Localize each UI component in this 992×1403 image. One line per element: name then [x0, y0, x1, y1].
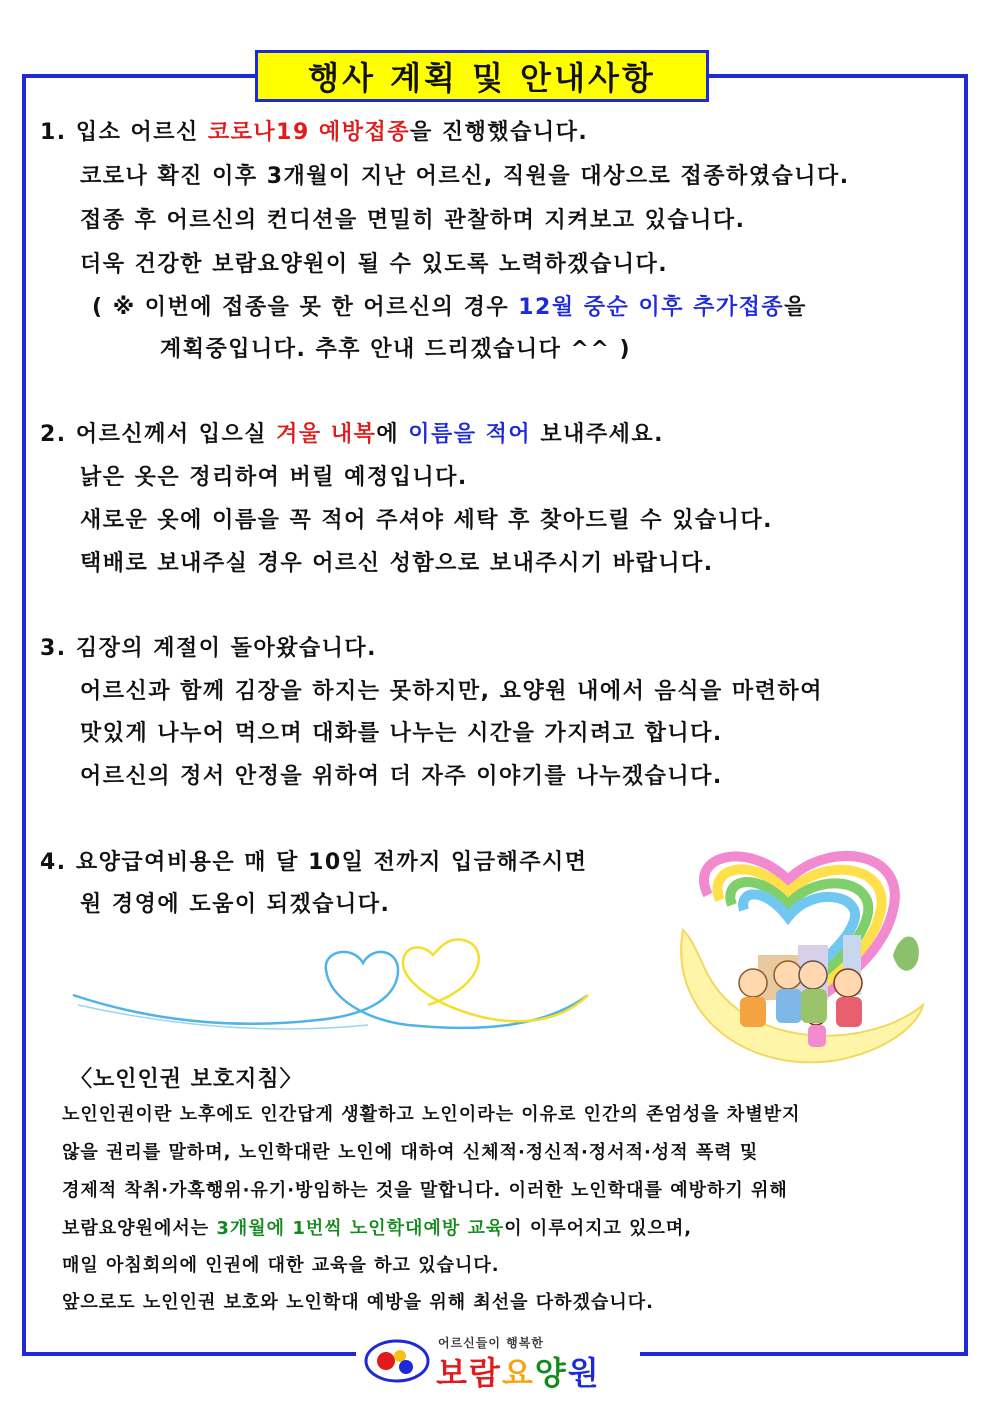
- text: 을: [784, 295, 807, 320]
- logo-char-4: 양: [534, 1354, 568, 1392]
- text: 이 이루어지고 있으며,: [504, 1218, 693, 1239]
- section1-line4: 더욱 건강한 보람요양원이 될 수 있도록 노력하겠습니다.: [80, 252, 669, 277]
- text: 1. 입소 어르신: [40, 120, 208, 145]
- logo-emblem-icon: [364, 1338, 430, 1384]
- logo-subtitle: 어르신들이 행복한: [438, 1336, 544, 1350]
- logo-char-1: 보: [436, 1354, 469, 1392]
- guide-paragraph-line2: 않을 권리를 말하며, 노인학대란 노인에 대하여 신체적·정신적·정서적·성적 폭력 및: [62, 1142, 759, 1163]
- guide-paragraph-line3: 경제적 착취·가혹행위·유기·방임하는 것을 말합니다. 이러한 노인학대를 예방하기 위해: [62, 1180, 788, 1201]
- logo-char-5: 원: [567, 1354, 601, 1392]
- section3-line3: 맛있게 나누어 먹으며 대화를 나누는 시간을 가지려고 합니다.: [80, 721, 723, 746]
- guide-title: 〈노인인권 보호지침〉: [70, 1067, 303, 1092]
- logo-name: [436, 1348, 601, 1394]
- section1-line2: 코로나 확진 이후 3개월이 지난 어르신, 직원을 대상으로 접종하였습니다.: [80, 164, 850, 189]
- guide-paragraph-line5: 매일 아침회의에 인권에 대한 교육을 하고 있습니다.: [62, 1255, 500, 1276]
- guide-paragraph-line6: 앞으로도 노인인권 보호와 노인학대 예방을 위해 최선을 다하겠습니다.: [62, 1292, 654, 1313]
- highlight-name: 이름을 적어: [408, 422, 532, 447]
- highlight-underwear: 겨울 내복: [276, 422, 377, 447]
- section1-line3: 접종 후 어르신의 컨디션을 면밀히 관찰하며 지켜보고 있습니다.: [80, 208, 746, 233]
- guide-paragraph-line1: 노인인권이란 노후에도 인간답게 생활하고 노인이라는 이유로 인간의 존엄성을 차별받지: [62, 1104, 801, 1125]
- section1-line5: [92, 293, 807, 323]
- page-title: 행사 계획 및 안내사항: [255, 50, 709, 102]
- section3-line1: 3. 김장의 계절이 돌아왔습니다.: [40, 636, 378, 661]
- section1-line6: 계획중입니다. 추후 안내 드리겠습니다 ^^ ): [160, 337, 632, 362]
- section4-line1: 4. 요양급여비용은 매 달 10일 전까지 입금해주시면: [40, 850, 588, 875]
- section2-line3: 새로운 옷에 이름을 꼭 적어 주셔야 세탁 후 찾아드릴 수 있습니다.: [80, 508, 774, 533]
- highlight-booster: 12월 중순 이후 추가접종: [518, 295, 785, 320]
- logo-char-2: 람: [468, 1354, 502, 1392]
- heart-ribbon-icon: [68, 925, 608, 1045]
- section2-line1: [40, 420, 664, 450]
- section4-line2: 원 경영에 도움이 되겠습니다.: [80, 892, 391, 917]
- section3-line4: 어르신의 정서 안정을 위하여 더 자주 이야기를 나누겠습니다.: [80, 764, 723, 789]
- family-illustration-icon: [668, 835, 948, 1075]
- boram-logo: [356, 1332, 640, 1390]
- section3-line2: 어르신과 함께 김장을 하지는 못하지만, 요양원 내에서 음식을 마련하여: [80, 679, 823, 704]
- text: 보람요양원에서는: [62, 1218, 217, 1239]
- text: 에: [376, 422, 409, 447]
- section2-line4: 택배로 보내주실 경우 어르신 성함으로 보내주시기 바랍니다.: [80, 551, 714, 576]
- logo-char-3: 요: [501, 1354, 535, 1392]
- text: ( ※ 이번에 접종을 못 한 어르신의 경우: [92, 295, 519, 320]
- text: 2. 어르신께서 입으실: [40, 422, 277, 447]
- text: 을 진행했습니다.: [409, 120, 589, 145]
- highlight-education: 3개월에 1번씩 노인학대예방 교육: [216, 1218, 505, 1239]
- highlight-vaccine: 코로나19 예방접종: [207, 120, 410, 145]
- section2-line2: 낡은 옷은 정리하여 버릴 예정입니다.: [80, 465, 468, 490]
- text: 보내주세요.: [531, 422, 664, 447]
- guide-paragraph-line4: [62, 1216, 692, 1242]
- section1-line1: [40, 118, 588, 148]
